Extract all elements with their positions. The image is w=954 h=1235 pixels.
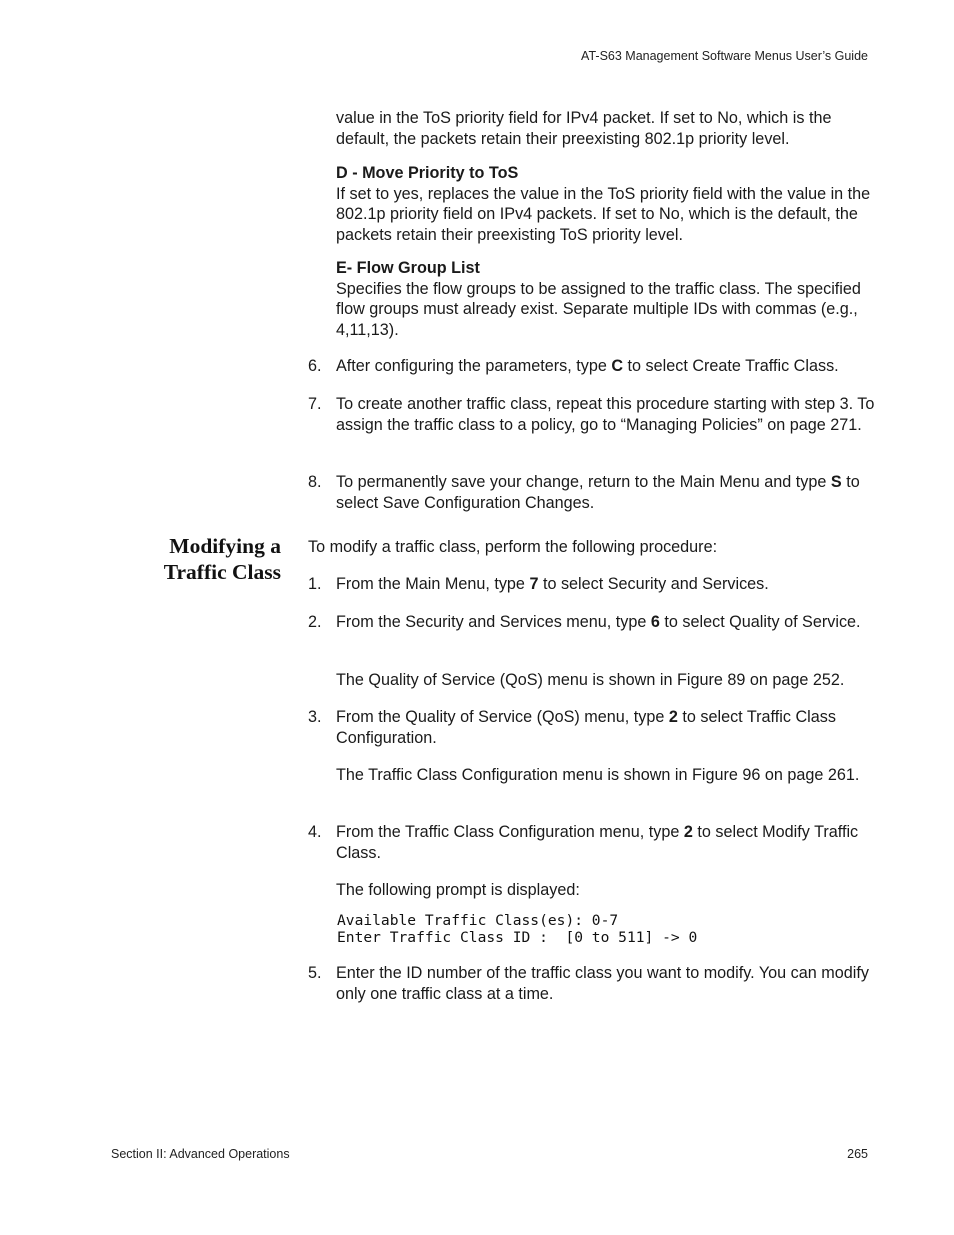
modify-step-1-number: 1. [308, 575, 322, 593]
modify-step-3-note: The Traffic Class Configuration menu is shown in Figure 96 on page 261. [336, 766, 860, 784]
modify-step-2-text: From the Security and Services menu, type 6 to select Quality of Service. [336, 613, 861, 631]
step-6-text: After configuring the parameters, type C to select Create Traffic Class. [336, 357, 839, 375]
modify-step-5-text: Enter the ID number of the traffic class you want to modify. You can modify only one traffic class at a time. [336, 964, 869, 1003]
prompt-code-block [337, 913, 697, 946]
key-c: C [611, 357, 624, 375]
option-e-label: E- Flow Group List [336, 259, 480, 277]
modify-step-4-note: The following prompt is displayed: [336, 881, 580, 899]
page-number: 265 [847, 1147, 868, 1161]
continuation-paragraph: value in the ToS priority field for IPv4 packet. If set to No, which is the default, the packets retain their preexisting 802.1p priority level. [336, 109, 832, 148]
modify-step-1-text: From the Main Menu, type 7 to select Security and Services. [336, 575, 769, 593]
modify-step-2-number: 2. [308, 613, 322, 631]
modify-step-3-number: 3. [308, 708, 322, 726]
step-8-text: To permanently save your change, return to the Main Menu and type S to select Save Configuration Changes. [336, 473, 860, 512]
code-line-1: Available Traffic Class(es): 0-7 [337, 912, 619, 929]
running-header: AT-S63 Management Software Menus User’s Guide [581, 49, 868, 63]
modify-step-3-text: From the Quality of Service (QoS) menu, type 2 to select Traffic Class Configuration. [336, 708, 836, 747]
option-d-label: D - Move Priority to ToS [336, 164, 519, 182]
modify-step-4-number: 4. [308, 823, 322, 841]
option-d-block [336, 163, 876, 245]
key-s: S [830, 473, 842, 491]
code-line-2: Enter Traffic Class ID : [0 to 511] -> 0 [337, 928, 698, 946]
step-7-text: To create another traffic class, repeat this procedure starting with step 3. To assign the traffic class to a policy, go to “Managing Policies” on page 271. [336, 395, 875, 434]
option-e-block [336, 258, 876, 340]
modify-intro: To modify a traffic class, perform the following procedure: [308, 538, 718, 556]
section-heading: Modifying a Traffic Class [163, 534, 281, 584]
modify-step-4-text: From the Traffic Class Configuration menu, type 2 to select Modify Traffic Class. [336, 823, 859, 862]
modify-step-5-number: 5. [308, 964, 322, 982]
modify-step-2-note: The Quality of Service (QoS) menu is shown in Figure 89 on page 252. [336, 671, 845, 689]
option-e-text: Specifies the flow groups to be assigned to the traffic class. The specified flow groups must already exist. Separate multiple IDs with commas (e.g., 4,11,13). [336, 279, 861, 339]
step-7-number: 7. [308, 395, 322, 413]
step-8-number: 8. [308, 473, 322, 491]
step-6-number: 6. [308, 357, 322, 375]
option-d-text: If set to yes, replaces the value in the ToS priority field with the value in the 802.1p priority field on IPv4 packets. If set to No, which is the default, the packets retain their preexisting ToS priority level. [336, 184, 871, 244]
footer-section: Section II: Advanced Operations [111, 1147, 290, 1161]
